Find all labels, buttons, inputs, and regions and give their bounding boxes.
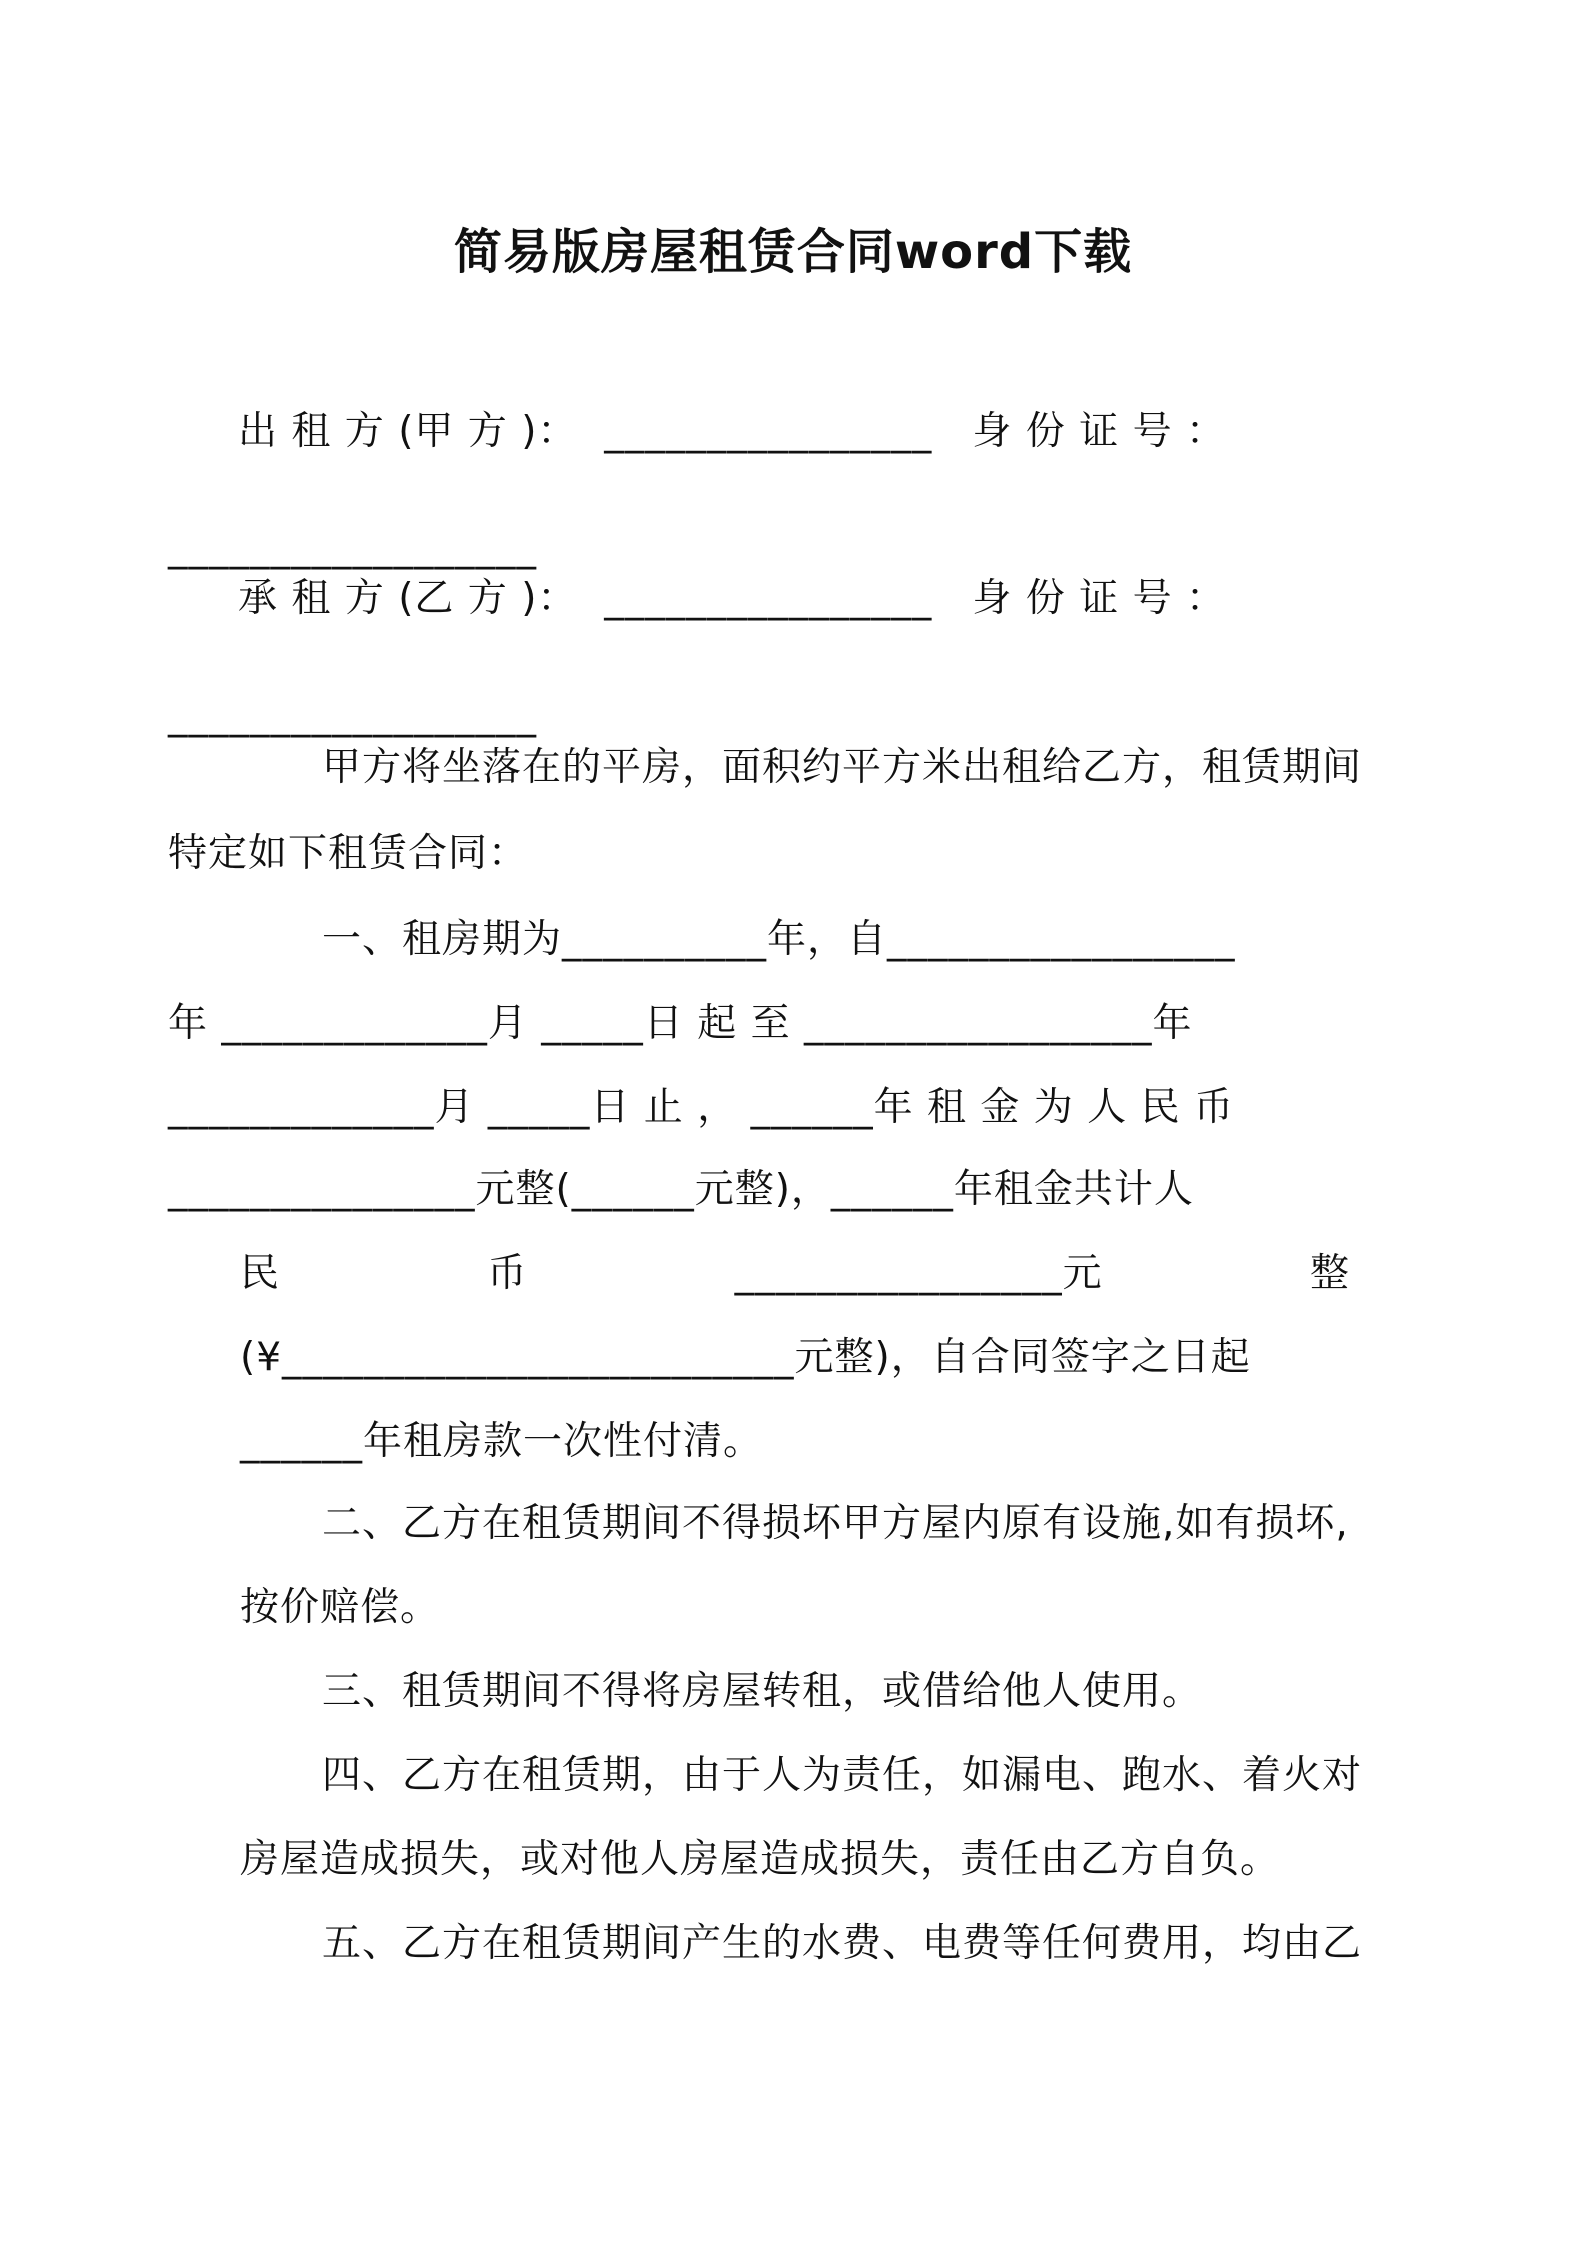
- clause-4-line-2: 房屋造成损失，或对他人房屋造成损失，责任由乙方自负。: [240, 1837, 1281, 1882]
- clause-1-line-7: ______年租房款一次性付清。: [240, 1419, 764, 1464]
- intro-paragraph-line-1: 甲方将坐落在的平房，面积约平方米出租给乙方，租赁期间: [322, 745, 1363, 790]
- intro-paragraph-line-2: 特定如下租赁合同：: [168, 831, 529, 876]
- lessor-id-blank: __________________: [168, 525, 537, 570]
- spread-char-4: 整: [1309, 1251, 1350, 1296]
- clause-1-line-5: [240, 1246, 1350, 1302]
- clause-1-line-3: _____________月 _____日 止 ， ______年 租 金 为 人 民 币: [168, 1085, 1234, 1130]
- clause-2-line-1: 二、乙方在租赁期间不得损坏甲方屋内原有设施,如有损坏,: [322, 1501, 1349, 1546]
- lessee-line: 承 租 方 (乙 方 )： ________________ 身 份 证 号 ：: [238, 576, 1226, 621]
- clause-2-line-2: 按价赔偿。: [240, 1585, 441, 1630]
- clause-1-line-4: _______________元整(______元整)，______年租金共计人: [168, 1167, 1194, 1212]
- lessor-line: 出 租 方 (甲 方 )： ________________ 身 份 证 号 ：: [238, 409, 1226, 454]
- clause-1-line-6: (¥_________________________元整)，自合同签字之日起: [240, 1335, 1251, 1380]
- clause-4-line-1: 四、乙方在租赁期，由于人为责任，如漏电、跑水、着火对: [322, 1753, 1363, 1798]
- spread-char-1: 民: [240, 1251, 281, 1296]
- spread-blank: ________________元: [734, 1251, 1103, 1296]
- clause-1-line-2: 年 _____________月 _____日 起 至 _________________年: [168, 1001, 1193, 1046]
- clause-5-line-1: 五、乙方在租赁期间产生的水费、电费等任何费用，均由乙: [322, 1921, 1363, 1966]
- clause-1-line-1: 一、租房期为__________年，自_________________: [322, 917, 1236, 962]
- lessee-id-blank: __________________: [168, 693, 537, 738]
- document-title: 简易版房屋租赁合同word下载: [453, 224, 1133, 280]
- clause-3-line-1: 三、租赁期间不得将房屋转租，或借给他人使用。: [322, 1669, 1203, 1714]
- spread-char-2: 币: [487, 1251, 528, 1296]
